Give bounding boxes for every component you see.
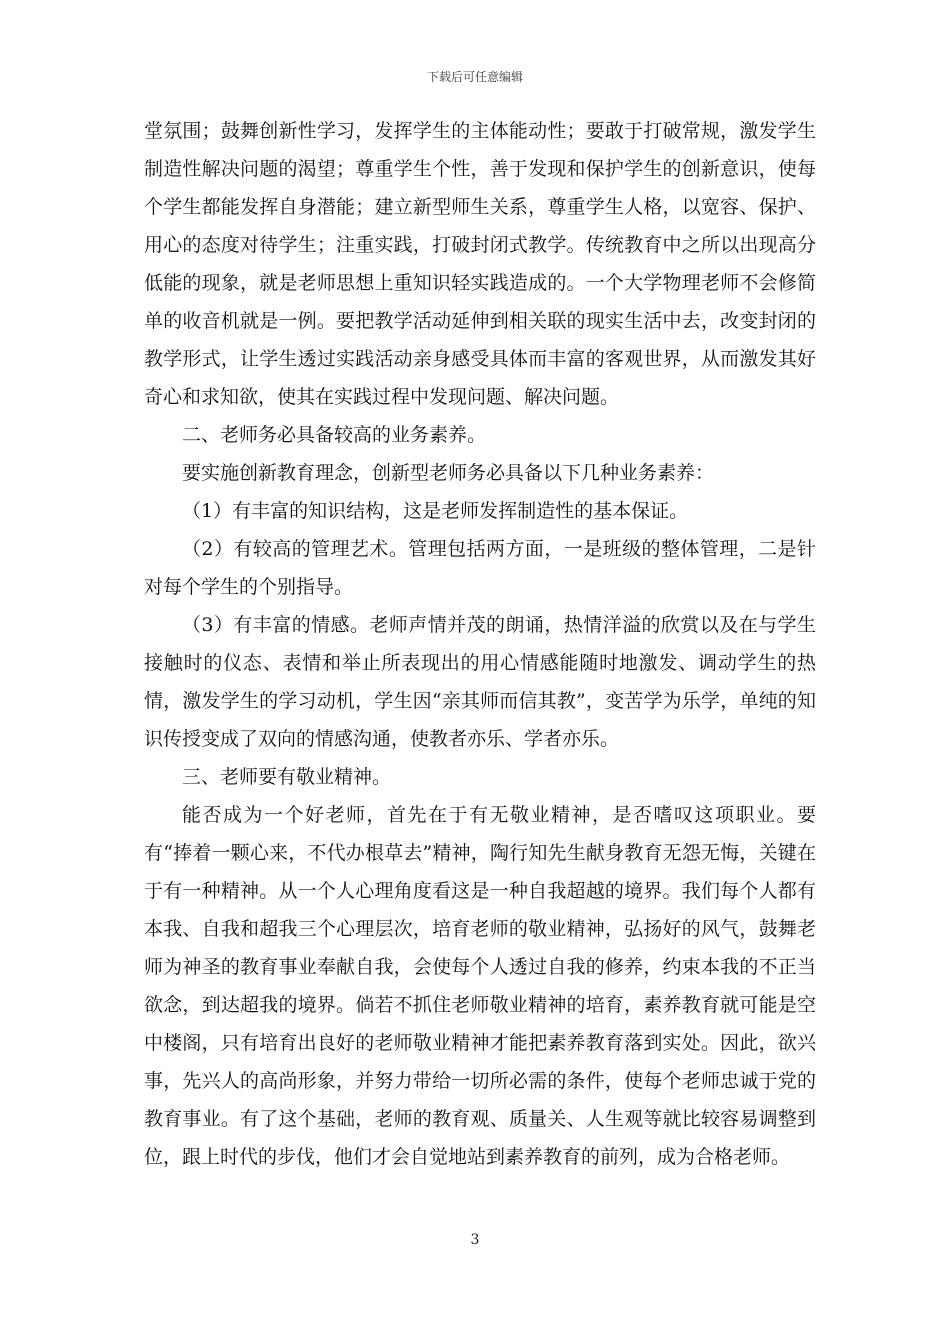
paragraph-3: 要实施创新教育理念，创新型老师务必具备以下几种业务素养： bbox=[182, 462, 715, 484]
list-item-3: （3）有丰富的情感。老师声情并茂的朗诵，热情洋溢的欣赏以及在与学生接触时的仪态、表情和举止所表现出的用心情感能随时地激发、调动学生的热情，激发学生的学习动机，学生因“亲其师而信其教”，变苦学为乐学，单纯的知识传授变成了双向的情感沟通，使教者亦乐、学者亦乐。 bbox=[144, 614, 816, 750]
list-item-1: （1）有丰富的知识结构，这是老师发挥制造性的基本保证。 bbox=[182, 500, 689, 522]
document-body bbox=[144, 112, 816, 1176]
paragraph-8: 能否成为一个好老师，首先在于有无敬业精神，是否嗜叹这项职业。要有“捧着一颗心来，不代办根草去”精神，陶行知先生献身教育无怨无悔，关键在于有一种精神。从一个人心理角度看这是一种自我超越的境界。我们每个人都有本我、自我和超我三个心理层次，培育老师的敬业精神，弘扬好的风气，鼓舞老师为神圣的教育事业奉献自我，会使每个人透过自我的修养，约束本我的不正当欲念，到达超我的境界。倘若不抓住老师敬业精神的培育，素养教育就可能是空中楼阁，只有培育出良好的老师敬业精神才能把素养教育落到实处。因此，欲兴事，先兴人的高尚形象，并努力带给一切所必需的条件，使每个老师忠诚于党的教育事业。有了这个基础，老师的教育观、质量关、人生观等就比较容易调整到位，跟上时代的步伐，他们才会自觉地站到素养教育的前列，成为合格老师。 bbox=[144, 804, 816, 1168]
section-heading-3: 三、老师要有敬业精神。 bbox=[182, 766, 392, 788]
section-heading-2: 二、老师务必具备较高的业务素养。 bbox=[182, 424, 487, 446]
list-item-2: （2）有较高的管理艺术。管理包括两方面，一是班级的整体管理，二是针对每个学生的个别指导。 bbox=[144, 538, 816, 598]
paragraph-1: 堂氛围；鼓舞创新性学习，发挥学生的主体能动性；要敢于打破常规，激发学生制造性解决问题的渴望；尊重学生个性，善于发现和保护学生的创新意识，使每个学生都能发挥自身潜能；建立新型师生关系，尊重学生人格，以宽容、保护、用心的态度对待学生；注重实践，打破封闭式教学。传统教育中之所以出现高分低能的现象，就是老师思想上重知识轻实践造成的。一个大学物理老师不会修简单的收音机就是一例。要把教学活动延伸到相关联的现实生活中去，改变封闭的教学形式，让学生透过实践活动亲身感受具体而丰富的客观世界，从而激发其好奇心和求知欲，使其在实践过程中发现问题、解决问题。 bbox=[144, 120, 816, 408]
page-number: 3 bbox=[470, 1232, 480, 1248]
page-header: 下载后可任意编辑 bbox=[426, 70, 523, 84]
